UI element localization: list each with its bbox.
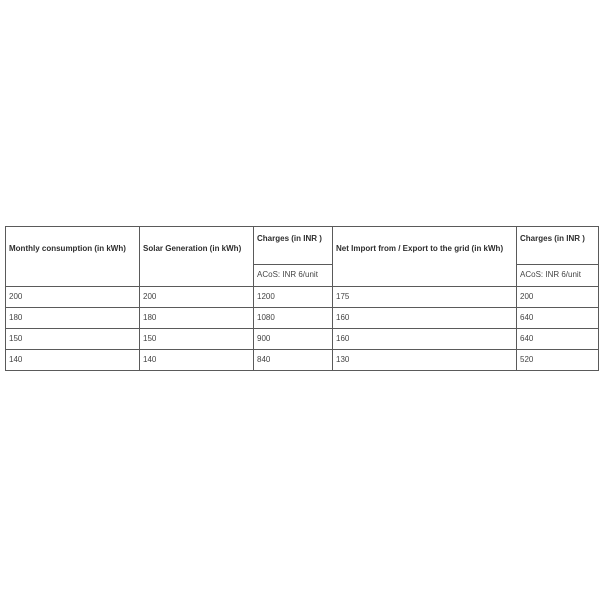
cell-charges-2: 200 [517,287,599,308]
cell-solar-generation: 150 [140,329,254,350]
cell-monthly-consumption: 200 [6,287,140,308]
cell-monthly-consumption: 150 [6,329,140,350]
cell-charges-1: 1080 [254,308,333,329]
consumption-charges-table [5,226,599,371]
cell-net-import-export: 175 [333,287,517,308]
cell-charges-1: 900 [254,329,333,350]
header-monthly-consumption: Monthly consumption (in kWh) [6,227,140,287]
cell-net-import-export: 130 [333,350,517,371]
cell-net-import-export: 160 [333,329,517,350]
header-solar-generation: Solar Generation (in kWh) [140,227,254,287]
cell-solar-generation: 140 [140,350,254,371]
header-charges-1: Charges (in INR ) [254,227,333,265]
cell-charges-2: 640 [517,308,599,329]
table-row [6,350,599,371]
header-charges-2-acos: ACoS: INR 6/unit [517,265,599,287]
header-net-import-export: Net Import from / Export to the grid (in kWh) [333,227,517,287]
table-row [6,329,599,350]
cell-solar-generation: 180 [140,308,254,329]
cell-charges-1: 1200 [254,287,333,308]
header-charges-1-acos: ACoS: INR 6/unit [254,265,333,287]
cell-charges-2: 640 [517,329,599,350]
cell-monthly-consumption: 180 [6,308,140,329]
cell-charges-1: 840 [254,350,333,371]
consumption-table-container [5,226,598,371]
cell-net-import-export: 160 [333,308,517,329]
cell-monthly-consumption: 140 [6,350,140,371]
header-charges-2: Charges (in INR ) [517,227,599,265]
table-row [6,308,599,329]
header-row [6,227,599,265]
cell-solar-generation: 200 [140,287,254,308]
cell-charges-2: 520 [517,350,599,371]
table-row [6,287,599,308]
